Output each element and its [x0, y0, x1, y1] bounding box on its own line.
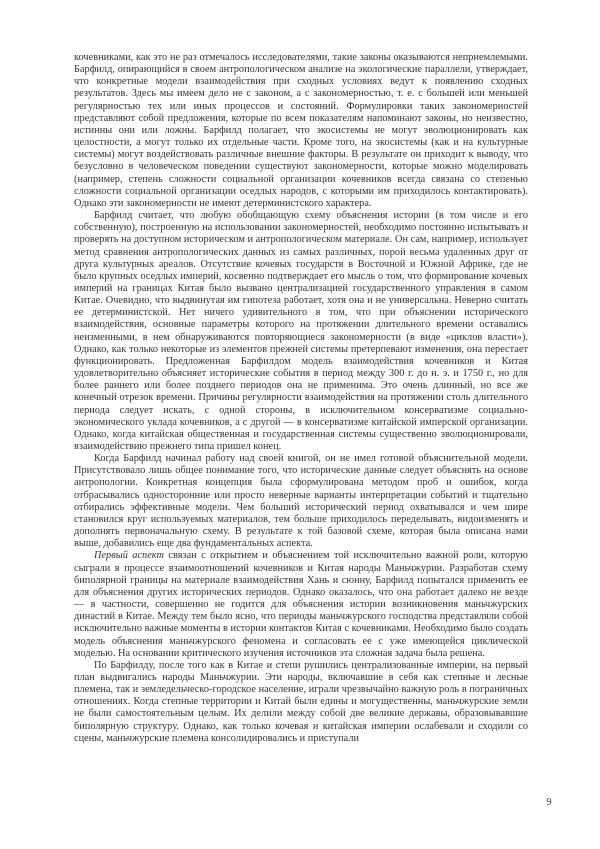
paragraph-continuation: кочевниками, как это не раз отмечалось исследователями, такие законы оказываются неприемлемыми. Барфилд, опирающийся в своем антропологическом анализе на экологические параллели, утверждает, что конкретные модели взаимодействия при сходных условиях ведут к появлению сходных результатов. Здесь мы имеем дело не с законом, а с закономерностью, т. е. с большей или меньшей регулярностью тех или иных процессов и состояний. Формулировки таких закономерностей представляют собой предложения, которые по всем показателям напоминают законы, но неизвестно, истинны они или ложны. Барфилд полагает, что экосистемы не могут эволюционировать как целостности, а могут только их отдельные части. Кроме того, на экосистемы (как и на культурные системы) могут воздействовать различные внешние факторы. В результате он приходит к выводу, что безусловно в человеческом поведении существуют закономерности, которые можно моделировать (например, степень сложности социальной организации кочевников всегда связана со степенью сложности социальной организации оседлых народов, с которыми им приходилось контактировать). Однако эти закономерности не имеют детерминистского характера.	[74, 52, 528, 209]
paragraph-lead-italic: Первый аспект	[94, 550, 164, 562]
page-number: 9	[546, 797, 552, 808]
paragraph	[74, 550, 528, 659]
paragraph: Барфилд считает, что любую обобщающую схему объяснения истории (в том числе и его собственную), построенную на использовании закономерностей, необходимо постоянно испытывать и проверять на доступном историческом и антропологическом материале. Он сам, например, использует метод сравнения антропологических данных из самых различных, порой весьма удаленных друг от друга культурных ареалов. Отсутствие кочевых государств в Восточной и Южной Африке, где не было крупных оседлых империй, косвенно подтверждает его мысль о том, что формирование кочевых империй на границах Китая было вызвано централизацией государственного управления в самом Китае. Очевидно, что выдвинутая им гипотеза работает, хотя она и не универсальна. Неверно считать ее детерминистской. Нет ничего удивительного в том, что при объяснении исторического взаимодействия, основные параметры которого на протяжении длительного времени оставались неизменными, в нем обнаруживаются повторяющиеся закономерности (в виде «циклов власти»). Однако, как только некоторые из элементов прежней системы претерпевают изменения, она перестает функционировать. Предложенная Барфилдом модель взаимодействия кочевников и Китая удовлетворительно объясняет исторические события в период между 300 г. до н. э. и 1750 г., но для более раннего или более позднего периодов она не применима. Это очень длинный, но все же конечный отрезок времени. Причины регулярности взаимодействия на протяжении столь длительного периода следует искать, с одной стороны, в исключительном консерватизме социально-экономического уклада кочевников, а с другой — в консерватизме китайской имперской организации. Однако, когда китайская общественная и государственная системы существенно эволюционировали, взаимодействию прежнего типа пришел конец.	[74, 210, 528, 452]
body-text	[74, 52, 528, 745]
paragraph: Когда Барфилд начинал работу над своей книгой, он не имел готовой объяснительной модели. Присутствовало лишь общее понимание того, что исторические данные следует объяснять на основе антропологии. Конкретная концепция была сформулирована методом проб и ошибок, когда отбрасывались односторонние или просто неверные варианты интерпретации событий и тщательно отбирались эффективные модели. Чем больший исторический период охватывался и чем шире становился круг используемых материалов, тем больше приходилось переделывать, видоизменять и дополнять первоначальную схему. В результате к той базовой схеме, которая была описана нами выше, добавились еще два фундаментальных аспекта.	[74, 453, 528, 550]
paragraph-text: связан с открытием и объяснением той исключительно важной роли, которую сыграли в процессе взаимоотношений кочевников и Китая народы Маньчжурии. Разработав схему биполярной границы на материале взаимодействия Хань и сюнну, Барфилд попытался применить ее для объяснения других исторических периодов. Однако оказалось, что она работает далеко не везде — в частности, совершенно не годится для объяснения истории возникновения маньчжурских династий в Китае. Между тем было ясно, что периоды маньчжурского господства представляли собой исключительно важные моменты в истории контактов Китая с кочевниками. Необходимо было создать модель объяснения маньчжурского феномена и согласовать ее с уже имеющейся циклической моделью. На основании критического изучения источников эта сложная задача была решена.	[74, 550, 528, 659]
paragraph: По Барфилду, после того как в Китае и степи рушились централизованные империи, на первый план выдвигались народы Маньчжурии. Эти народы, включавшие в себя как степные и лесные племена, так и земледельческо-городское население, играли чрезвычайно важную роль в пограничных отношениях. Когда степные территории и Китай были едины и могущественны, маньчжурские земли не были самостоятельным целым. Их делили между собой две великие державы, образовывавшие биполярную структуру. Однако, как только кочевая и китайская империи ослабевали и сходили со сцены, маньчжурские племена консолидировались и приступали	[74, 659, 528, 744]
